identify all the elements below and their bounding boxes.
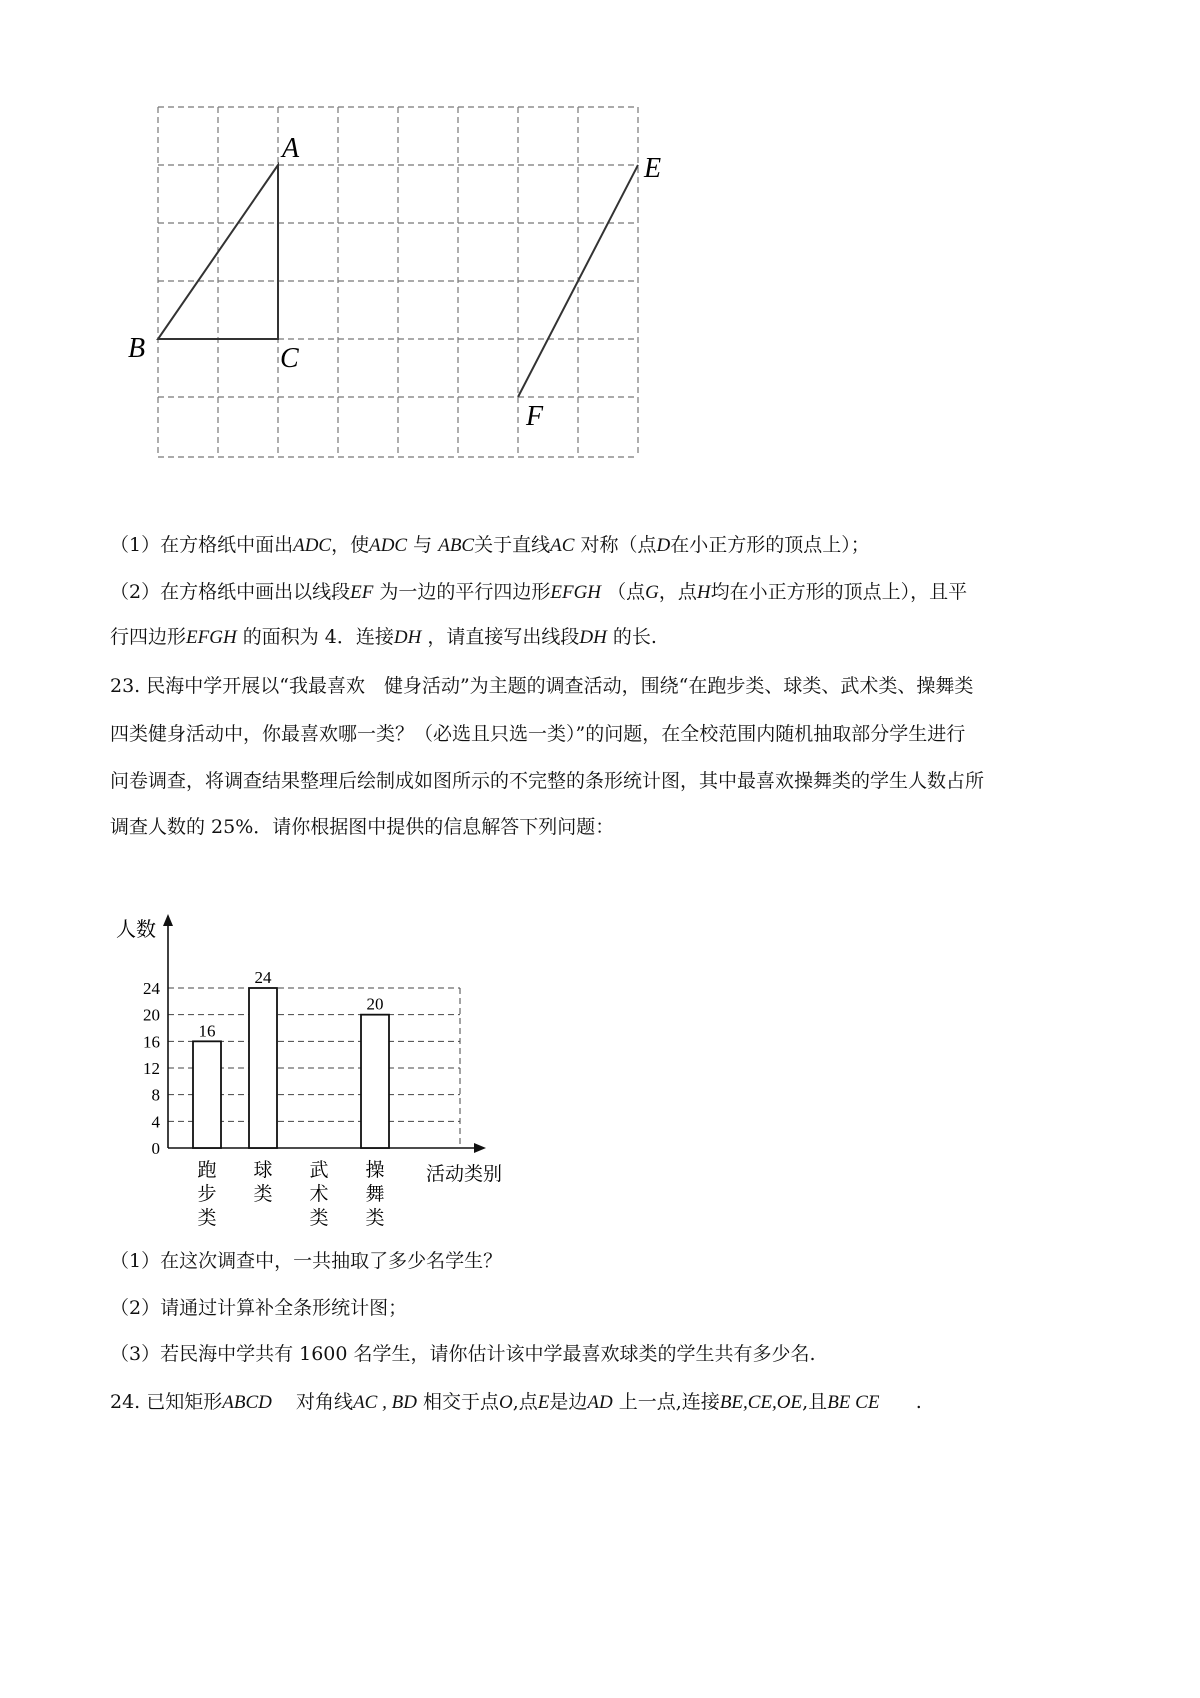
q23-line2: 四类健身活动中，你最喜欢哪一类？（必选且只选一类）”的问题，在全校范围内随机抽取部分学生进行: [110, 723, 966, 745]
x-category-label: 步: [197, 1183, 217, 1205]
q22-part1-suffix: 在小正方形的顶点上）；: [670, 534, 870, 556]
y-tick-label: 24: [143, 979, 160, 998]
label-e: E: [644, 153, 662, 184]
q23-q1: （1）在这次调查中，一共抽取了多少名学生？: [110, 1250, 503, 1272]
q23-q3: （3）若民海中学共有 1600 名学生，请你估计该中学最喜欢球类的学生共有多少名.: [110, 1343, 816, 1365]
y-axis-arrow: [163, 914, 173, 926]
q24-line: [110, 1387, 1110, 1418]
q22-part1-prefix: （1）在方格纸中面出: [110, 534, 294, 556]
point-o: O: [498, 1392, 513, 1413]
q22-part1-text: 与: [413, 534, 433, 556]
q22-part2-text: ，请直接写出线段: [427, 626, 580, 648]
q24-text: 上一点,连接: [618, 1391, 720, 1413]
quad-efgh-2: EFGH: [186, 627, 237, 648]
y-tick-label: 8: [151, 1085, 160, 1105]
q23-line4: 调查人数的 25%．请你根据图中提供的信息解答下列问题：: [110, 816, 615, 838]
y-tick-label: 0: [151, 1139, 160, 1158]
grid-figure: [110, 95, 730, 465]
q22-part1-text: 对称（点: [580, 534, 657, 556]
y-tick-label: 16: [143, 1032, 160, 1052]
q22-part2-text: 行四边形: [110, 626, 187, 648]
q23-line1: 23. 民海中学开展以“我最喜欢 健身活动”为主题的调查活动，围绕“在跑步类、球类、武术类、操舞类: [110, 675, 974, 697]
seg-ef: EF: [350, 582, 374, 603]
q24-prefix: 24. 已知矩形: [110, 1391, 223, 1413]
seg-dh-2: DH: [579, 627, 607, 648]
diags-ac-bd: AC , BD: [353, 1392, 417, 1413]
x-category-label: 舞: [365, 1183, 385, 1205]
q24-text: 对角线: [296, 1391, 354, 1413]
q22-part1-text: 关于直线: [474, 534, 551, 556]
y-tick-label: 20: [143, 1005, 160, 1025]
seg-ad: AD: [587, 1392, 613, 1413]
x-category-label: 类: [365, 1207, 385, 1229]
quad-efgh: EFGH: [550, 582, 602, 603]
line-ac: AC: [550, 535, 575, 556]
x-category-label: 术: [309, 1183, 329, 1205]
bar-4: [361, 1015, 389, 1148]
y-tick-label: 4: [151, 1112, 160, 1132]
tri-adc: ADC: [293, 535, 332, 556]
x-axis-title: 活动类别: [426, 1163, 503, 1185]
q24-text: 相交于点: [422, 1391, 499, 1413]
seg-dh: DH: [393, 627, 422, 648]
q22-part2-line1: [110, 577, 1110, 608]
label-b: B: [128, 333, 146, 364]
bar-2: [249, 988, 277, 1148]
q24-text: ,且: [802, 1391, 828, 1413]
q23-line3: 问卷调查，将调查结果整理后绘制成如图所示的不完整的条形统计图，其中最喜欢操舞类的学生人数占所: [110, 770, 985, 792]
x-category-label: 类: [309, 1207, 329, 1229]
q22-part2-suffix: 均在小正方形的顶点上），且平: [710, 581, 968, 603]
q24-condition: BE CE: [827, 1392, 880, 1413]
label-c: C: [280, 343, 299, 374]
point-g: G: [645, 582, 659, 603]
grid-lines: [158, 107, 638, 457]
point-e: E: [537, 1392, 550, 1413]
q22-part2-text: 的面积为 4．连接: [242, 626, 394, 648]
tri-adc-2: ADC: [369, 535, 408, 556]
y-axis-title: 人数: [116, 917, 156, 941]
q22-part2-text: 为一边的平行四边形: [379, 581, 551, 603]
q24-end: .: [915, 1391, 922, 1413]
x-category-label: 武: [309, 1159, 329, 1181]
x-category-label: 类: [197, 1207, 217, 1229]
q22-part2-text: ，点: [658, 581, 697, 603]
rect-abcd: ABCD: [222, 1392, 272, 1413]
q22-part2-prefix: （2）在方格纸中画出以线段: [110, 581, 351, 603]
x-category-label: 操: [365, 1159, 385, 1181]
q22-part1: [110, 530, 1110, 561]
q24-text: ,点: [512, 1391, 538, 1413]
q22-part2-text: 的长.: [612, 626, 657, 648]
q23-q2: （2）请通过计算补全条形统计图；: [110, 1297, 408, 1319]
q24-text: 是边: [549, 1391, 588, 1413]
x-category-label: 跑: [197, 1159, 217, 1181]
label-f: F: [526, 401, 544, 432]
x-category-label: 类: [253, 1183, 273, 1205]
segs-be-ce-oe: BE,CE,OE: [719, 1392, 803, 1413]
bar-1: [193, 1041, 221, 1148]
x-axis-arrow: [474, 1143, 486, 1153]
bar-data-label: 20: [366, 994, 384, 1014]
bar-data-label: 24: [254, 968, 272, 987]
bar-chart: [110, 880, 570, 1229]
bar-data-label: 16: [198, 1021, 216, 1041]
y-tick-label: 12: [143, 1059, 160, 1078]
label-a: A: [282, 133, 300, 164]
q22-part2-line2: [110, 622, 1110, 653]
tri-abc: ABC: [438, 535, 475, 556]
point-h: H: [696, 582, 711, 603]
q22-part2-text: （点: [607, 581, 646, 603]
point-d: D: [656, 535, 671, 556]
q22-part1-text: ，使: [331, 534, 370, 556]
x-category-label: 球: [253, 1159, 273, 1181]
